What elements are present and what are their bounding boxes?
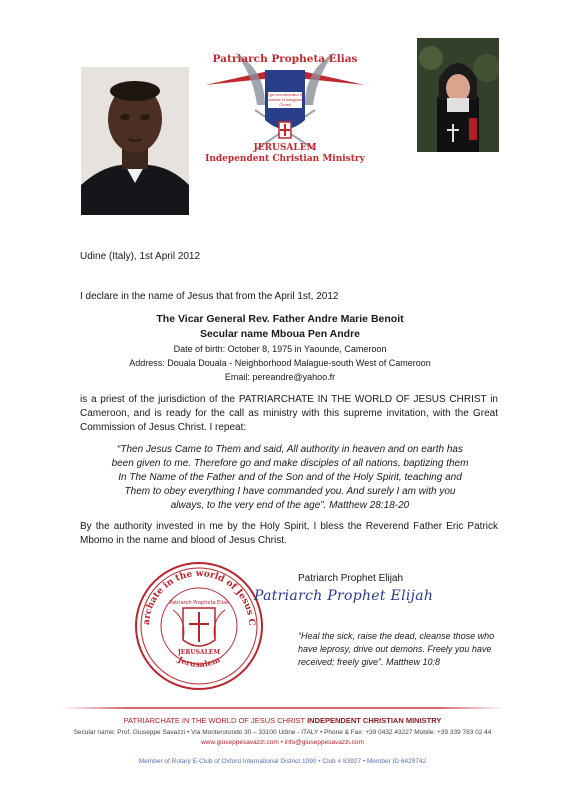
logo-motto: Ego vos benedico in nomine et sanguine Christi bbox=[266, 92, 304, 107]
signatory-name: Patriarch Prophet Elijah bbox=[298, 573, 404, 584]
logo-top-text: Patriarch Propheta Elias bbox=[212, 53, 358, 65]
seal-bottom-ring-text: Jerusalem bbox=[176, 654, 222, 669]
seal-ring-text: archate in the world of Jesus C bbox=[141, 568, 257, 627]
logo-bottom-text: JERUSALEM bbox=[253, 143, 317, 153]
ministry-logo bbox=[205, 30, 365, 165]
footer-org-ministry: INDEPENDENT CHRISTIAN MINISTRY bbox=[307, 716, 442, 725]
portrait-photo-left bbox=[81, 67, 189, 215]
footer-divider bbox=[60, 707, 505, 709]
declaration-line: I declare in the name of Jesus that from the April 1st, 2012 bbox=[80, 291, 339, 302]
date-line: Udine (Italy), 1st April 2012 bbox=[80, 251, 201, 262]
subject-title: The Vicar General Rev. Father Andre Marie Benoit bbox=[156, 313, 404, 325]
subject-email: Email: pereandre@yahoo.fr bbox=[224, 372, 336, 382]
footer-rotary: Member of Rotary E-Club of Oxford International District 1090 • Club # 83927 • Member ID 6429742 bbox=[138, 758, 427, 765]
footer-org-name: PATRIARCHATE IN THE WORLD OF JESUS CHRIST bbox=[123, 716, 305, 725]
official-seal bbox=[133, 560, 265, 692]
right-wing-red bbox=[297, 70, 365, 85]
footer-address: Secular name: Prof. Giuseppe Savazzi • Via Monterotondo 30 – 33100 Udine - ITALY • Phone & Fax: +39 0432 43227 Mobile: +39 339 783 02 44 bbox=[73, 729, 492, 736]
portrait-photo-right bbox=[417, 38, 499, 152]
footer-org bbox=[0, 716, 565, 725]
left-wing-red bbox=[205, 70, 273, 85]
paragraph-blessing: By the authority invested in me by the Holy Spirit, I bless the Reverend Father Eric Patrick Mbomo in the name and blood of Jesus Christ. bbox=[80, 521, 498, 546]
portrait-figure bbox=[81, 67, 189, 215]
subject-secular-name: Secular name Mboua Pen Andre bbox=[199, 328, 361, 340]
subject-birth: Date of birth: October 8, 1975 in Yaounde, Cameroon bbox=[173, 344, 387, 354]
scripture-quote: “Then Jesus Came to Them and said, All authority in heaven and on earth has been given to me. Therefore go and make disciples of all nations, baptizing them In The Name of the Father and of the Son and of the Holy Spirit, teaching and Them to obey everything I have commanded you. And surely I am with you always, to the very end of the age”. Matthew 28:18-20 bbox=[111, 444, 469, 511]
seal-inner-top: Patriarch Propheta Elias bbox=[169, 600, 229, 606]
footer-web-links[interactable]: www.giuseppesavazzi.com • info@giuseppesavazzi.com bbox=[201, 739, 364, 746]
signature-scripture-quote: “Heal the sick, raise the dead, cleanse those who have leprosy, drive out demons. Freely you have received; freely give”. Matthew 10:8 bbox=[298, 631, 495, 667]
handwritten-signature: Patriarch Prophet Elijah bbox=[254, 588, 434, 604]
subject-address: Address: Douala Douala - Neighborhood Malague-south West of Cameroon bbox=[129, 358, 431, 368]
portrait-figure-right bbox=[417, 38, 499, 152]
logo-ministry-text: Independent Christian Ministry bbox=[205, 154, 365, 164]
paragraph-jurisdiction: is a priest of the jurisdiction of the PATRIARCHATE IN THE WORLD OF JESUS CHRIST in Cameroon, and is ready for the call as ministry with this supreme invitation, with the Great Commission of Jesus Christ. I repeat: bbox=[80, 394, 498, 433]
seal-inner-bottom: JERUSALEM bbox=[177, 649, 221, 656]
subject-block bbox=[60, 312, 500, 384]
